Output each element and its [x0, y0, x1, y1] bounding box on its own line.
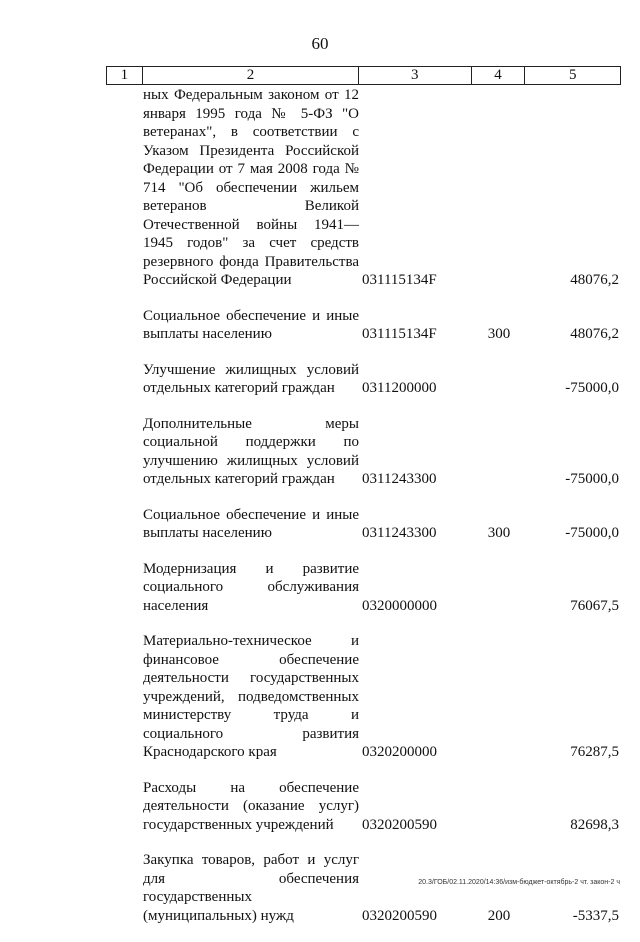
row-name: Дополнительные меры социальной поддержки по улучшению жилищных условий отдельных категорий граждан — [143, 415, 359, 487]
row-amount: 48076,2 — [570, 272, 619, 288]
row-code: 0311243300 — [362, 471, 437, 487]
row-amount: 76067,5 — [570, 597, 619, 614]
header-col-3: 3 — [359, 67, 472, 84]
table-row — [143, 560, 623, 616]
document-footer: 20.3/ГОБ/02.11.2020/14:36/изм-бюджет-октябрь-2 чт. закон-2 ч — [418, 879, 620, 886]
row-expense-type: 300 — [487, 326, 511, 342]
row-name: Модернизация и развитие социального обслуживания населения — [143, 560, 359, 614]
row-code: 0320200000 — [362, 744, 437, 760]
table-row — [143, 361, 623, 398]
row-code: 0311200000 — [362, 380, 437, 396]
table-row — [143, 851, 623, 925]
header-col-1: 1 — [107, 67, 143, 84]
table-row — [143, 632, 623, 762]
page-number: 60 — [311, 34, 329, 53]
table-row — [143, 86, 623, 290]
row-amount: 82698,3 — [570, 816, 619, 833]
row-amount: -75000,0 — [565, 471, 619, 487]
row-amount: -75000,0 — [565, 380, 619, 396]
header-col-5: 5 — [568, 67, 577, 83]
row-name: Улучшение жилищных условий отдельных категорий граждан — [143, 361, 359, 396]
header-col-2: 2 — [143, 67, 359, 84]
row-code: 031115134F — [362, 326, 437, 342]
table-row — [143, 415, 623, 489]
table-row — [143, 506, 623, 543]
table-row — [143, 779, 623, 835]
row-code: 031115134F — [362, 272, 437, 288]
row-code: 0320000000 — [362, 597, 437, 614]
row-code: 0320200590 — [362, 816, 437, 833]
row-expense-type: 200 — [487, 907, 511, 924]
table-body — [143, 86, 623, 942]
header-col-4: 4 — [472, 67, 526, 84]
row-name: Социальное обеспечение и иные выплаты населению — [143, 506, 359, 541]
row-amount: 76287,5 — [570, 744, 619, 760]
row-name: Закупка товаров, работ и услуг для обеспечения государственных (муниципальных) нужд — [143, 852, 359, 924]
row-amount: -75000,0 — [565, 525, 619, 541]
row-amount: 48076,2 — [570, 326, 619, 342]
row-code: 0320200590 — [362, 907, 437, 924]
table-header — [106, 66, 621, 85]
table-row — [143, 307, 623, 344]
row-expense-type: 300 — [487, 525, 511, 541]
row-code: 0311243300 — [362, 525, 437, 541]
row-name: Социальное обеспечение и иные выплаты населению — [143, 307, 359, 342]
row-amount: -5337,5 — [572, 907, 619, 924]
row-name: ных Федеральным законом от 12 января 1995 года № 5-ФЗ "О ветеранах", в соответствии с Указом Президента Российской Федерации от 7 мая 2008 года № 714 "Об обеспечении жильем ветеранов Великой Отечественной войны 1941—1945 годов" за счет средств резервного фонда Правительства Российской Федерации — [143, 87, 359, 288]
row-name: Расходы на обеспечение деятельности (оказание услуг) государственных учреждений — [143, 779, 359, 833]
row-name: Материально-техническое и финансовое обеспечение деятельности государственных учреждений, подведомственных министерству труда и социального развития Краснодарского края — [143, 633, 359, 760]
